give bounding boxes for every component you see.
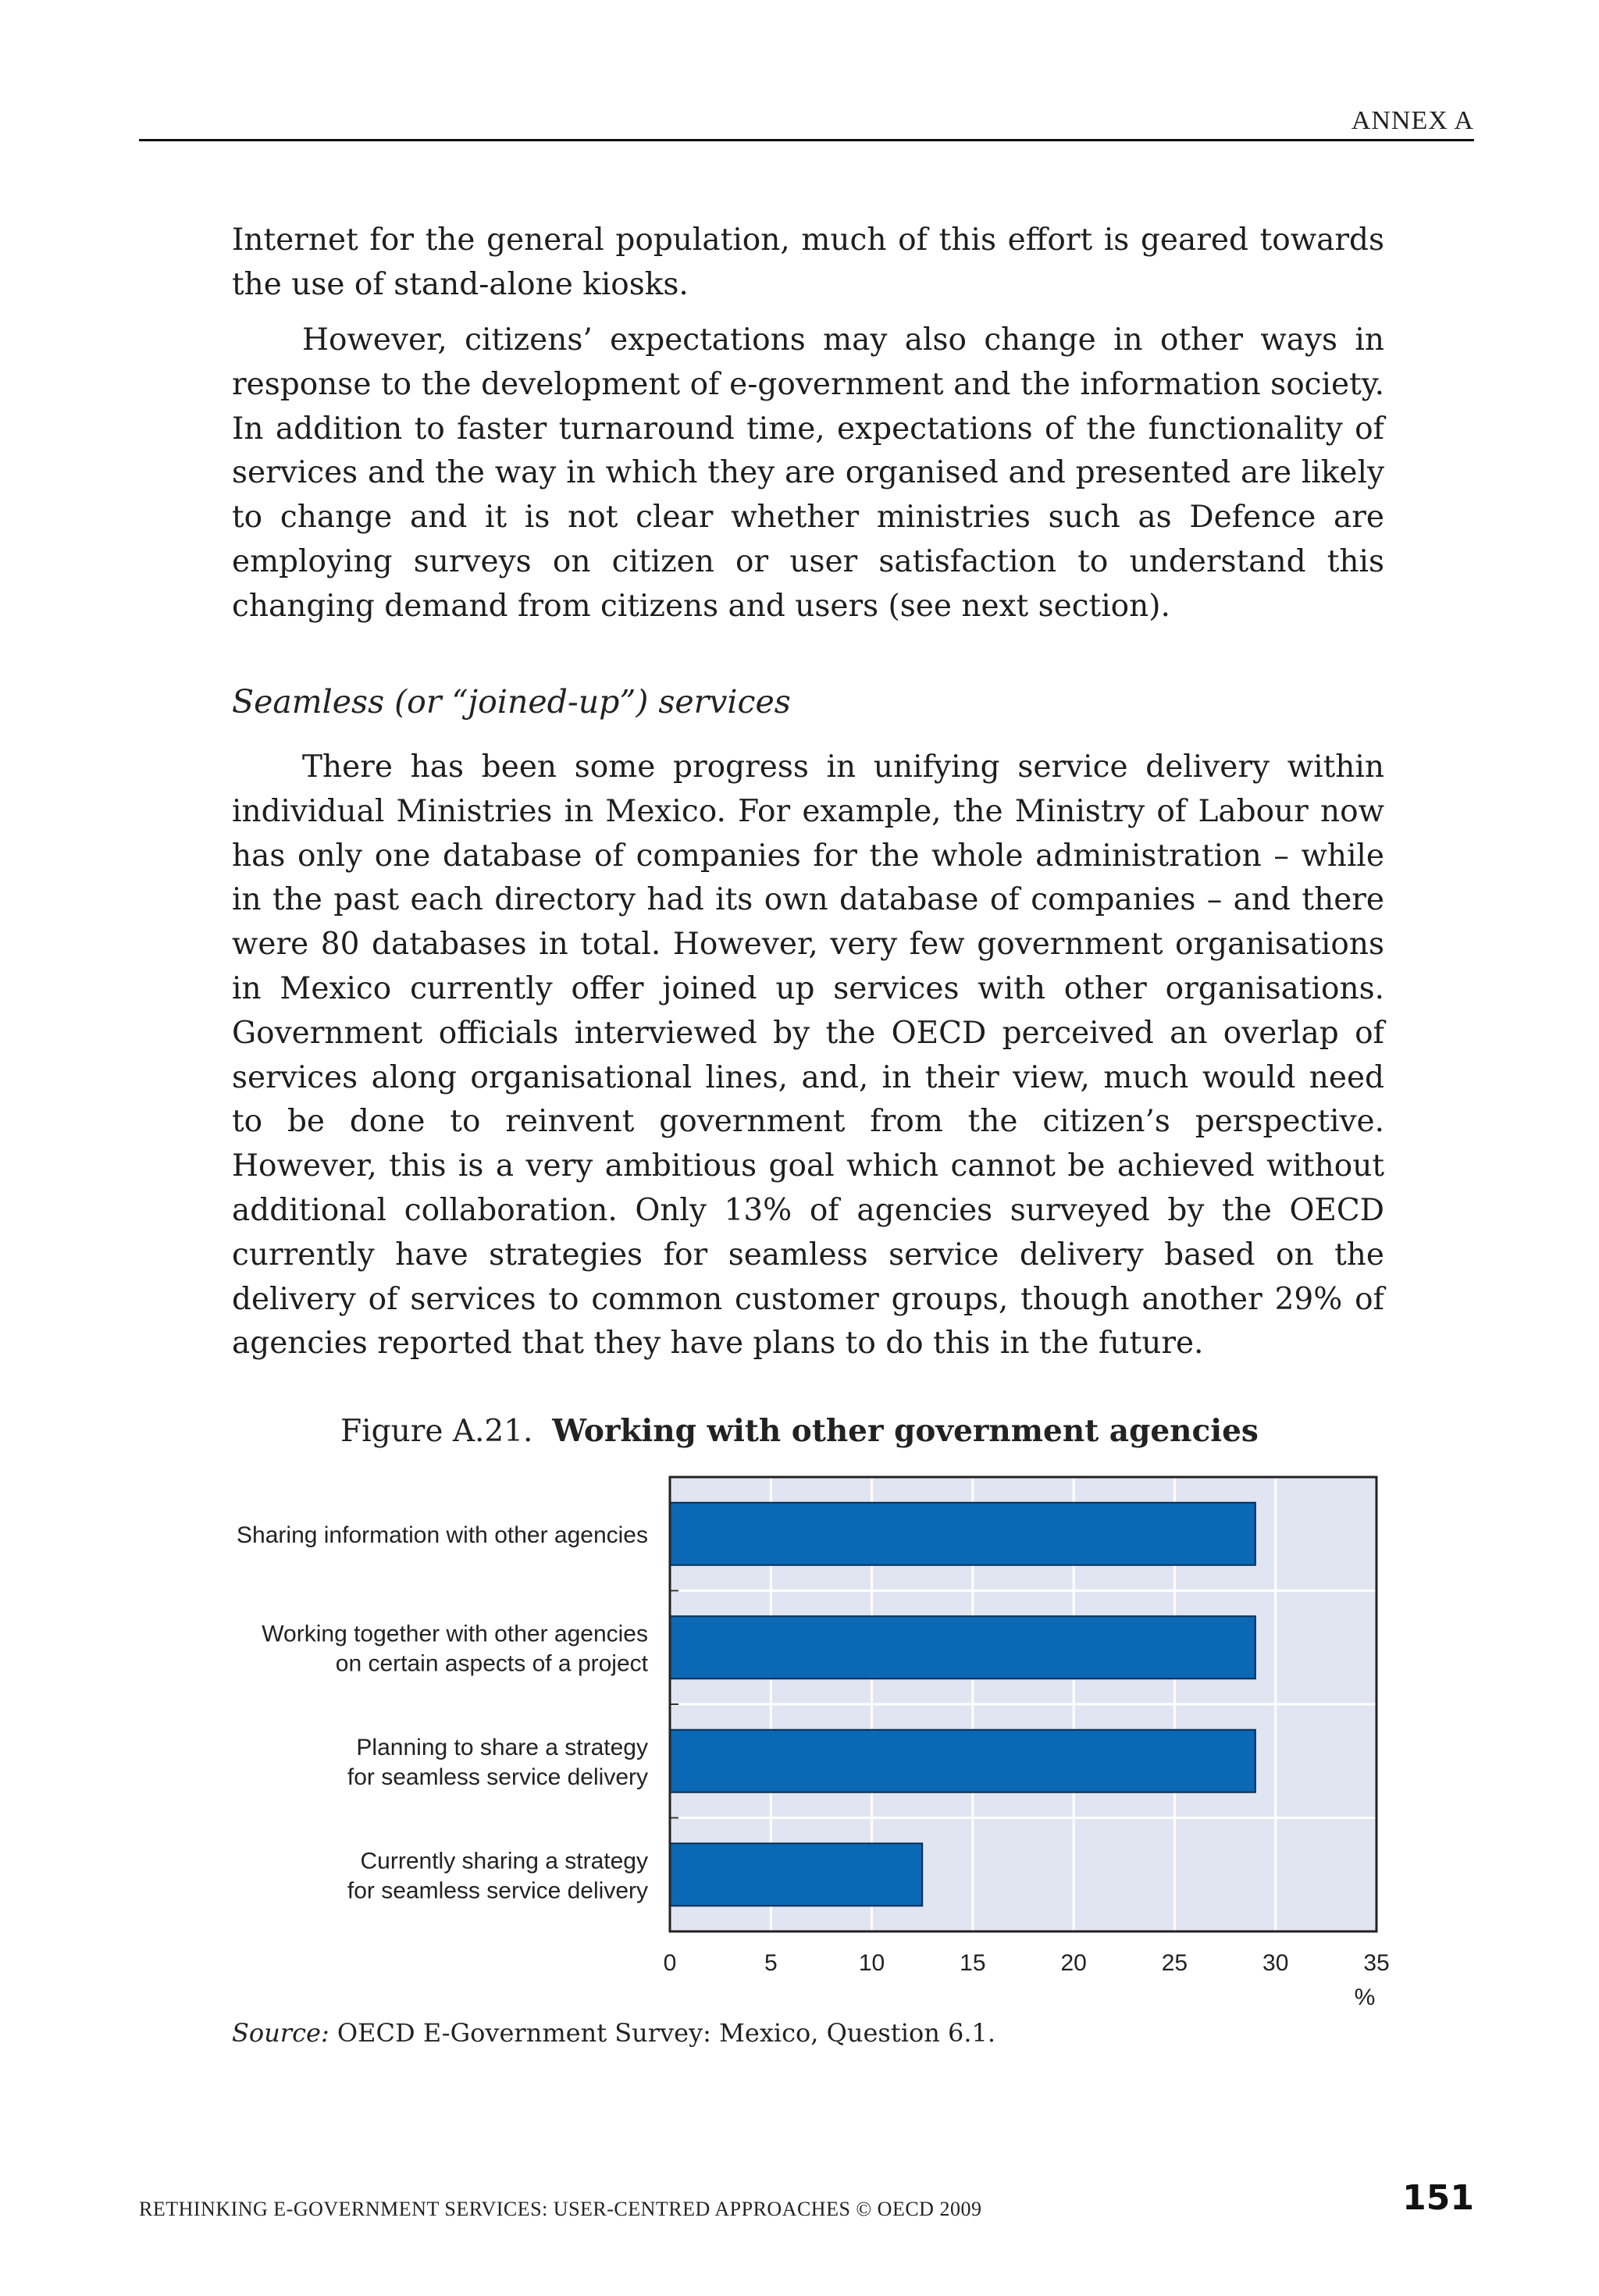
category-label: for seamless service delivery — [347, 1878, 648, 1904]
bar — [670, 1503, 1255, 1565]
paragraph-3-text: There has been some progress in unifying service delivery within individual Ministries in Mexico. For example, the Ministry of Labour now has only one database of companies for the whole administration – while in the past each directory had its own database of companies – and there were 80 databases in total. However, very few government organisations in Mexico currently offer joined up services with other organisations. Government officials interviewed by the OECD perceived an overlap of services along organisational lines, and, in their view, much would need to be done to reinvent government from the citizen’s perspective. However, this is a very ambitious goal which cannot be achieved without additional collaboration. Only 13% of agencies surveyed by the OECD currently have strategies for seamless service delivery based on the delivery of services to common customer groups, though another 29% of agencies reported that they have plans to do this in the future. — [232, 749, 1384, 1362]
paragraph-2-text: However, citizens’ expectations may also change in other ways in response to the development of e-government and the information society. In addition to faster turnaround time, expectations of the functionality of services and the way in which they are organised and presented are likely to change and it is not clear whether ministries such as Defence are employing surveys on citizen or user satisfaction to understand this changing demand from citizens and users (see next section). — [232, 322, 1384, 624]
x-tick-label: 5 — [764, 1950, 778, 1976]
x-tick-label: 0 — [663, 1950, 677, 1976]
footer-publication: RETHINKING E-GOVERNMENT SERVICES: USER-CENTRED APPROACHES © OECD 2009 — [139, 2198, 982, 2220]
x-tick-label: 20 — [1060, 1950, 1087, 1976]
figure-number: Figure A.21. — [340, 1414, 533, 1449]
running-header: ANNEX A — [1351, 106, 1474, 135]
category-label: on certain aspects of a project — [335, 1650, 648, 1677]
category-label: Working together with other agencies — [262, 1621, 648, 1647]
section-heading: Seamless (or “joined-up”) services — [232, 683, 791, 721]
bar — [670, 1843, 922, 1906]
source-text: OECD E-Government Survey: Mexico, Question 6.1. — [337, 2018, 996, 2048]
source-label: Source: — [232, 2018, 329, 2048]
page-number: 151 — [1402, 2178, 1474, 2218]
paragraph-1-text: Internet for the general population, much of this effort is geared towards the use of stand-alone kiosks. — [232, 222, 1384, 302]
category-label: Sharing information with other agencies — [237, 1522, 648, 1548]
figure-title: Working with other government agencies — [552, 1413, 1259, 1449]
bar — [670, 1730, 1255, 1792]
bar — [670, 1616, 1255, 1678]
category-label: for seamless service delivery — [347, 1764, 648, 1790]
category-label: Planning to share a strategy — [356, 1734, 648, 1760]
category-label: Currently sharing a strategy — [360, 1848, 648, 1874]
x-tick-label: 30 — [1262, 1950, 1289, 1976]
x-tick-label: 15 — [960, 1950, 986, 1976]
x-tick-label: 10 — [858, 1950, 885, 1976]
x-tick-label: 35 — [1363, 1950, 1390, 1976]
figure-source — [232, 2018, 995, 2048]
x-tick-label: 25 — [1161, 1950, 1188, 1976]
x-axis-label: % — [1354, 1985, 1376, 2010]
